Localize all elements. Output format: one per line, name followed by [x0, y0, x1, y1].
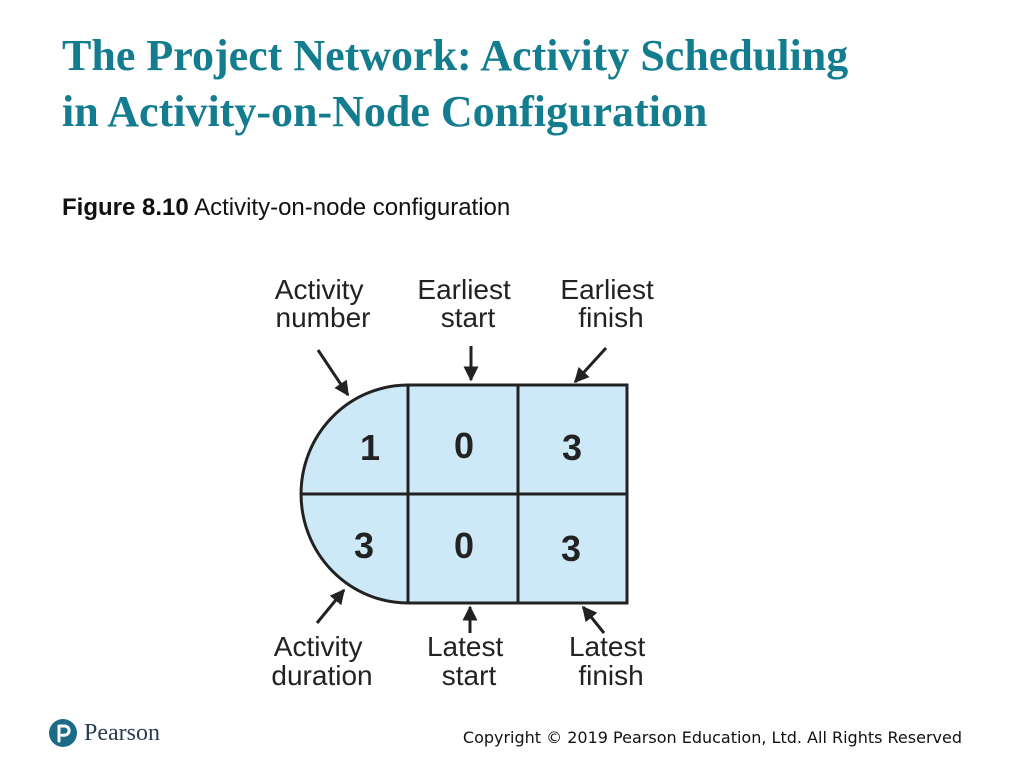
arrow-earliest-finish: [575, 348, 606, 382]
title-line-1: The Project Network: Activity Scheduling: [62, 31, 849, 80]
arrow-activity-number: [318, 350, 348, 395]
label-earliest-finish: Earliest finish: [560, 274, 654, 333]
label-earliest-start: Earliest start: [417, 274, 511, 333]
pearson-wordmark: Pearson: [84, 719, 160, 746]
pearson-logo: [48, 718, 160, 748]
arrow-latest-finish: [583, 607, 604, 633]
label-activity-duration: Activity duration: [271, 631, 373, 691]
label-latest-finish: Latest finish: [568, 631, 646, 691]
figure-number: Figure 8.10: [62, 194, 189, 221]
earliest-finish-value: 3: [561, 427, 583, 468]
title-line-2: in Activity-on-Node Configuration: [62, 87, 708, 136]
pearson-p-icon: [48, 718, 78, 748]
activity-duration-value: 3: [353, 525, 375, 566]
figure-caption-text: Activity-on-node configuration: [194, 194, 511, 221]
latest-finish-value: 3: [560, 528, 582, 569]
label-activity-number: Activity number: [274, 274, 371, 333]
arrow-activity-duration: [317, 590, 344, 623]
copyright-notice: Copyright © 2019 Pearson Education, Ltd. All Rights Reserved: [462, 728, 962, 747]
node-shape: [301, 385, 627, 603]
earliest-start-value: 0: [453, 425, 475, 466]
latest-start-value: 0: [453, 525, 475, 566]
label-latest-start: Latest start: [426, 631, 504, 691]
activity-number-value: 1: [359, 427, 381, 468]
